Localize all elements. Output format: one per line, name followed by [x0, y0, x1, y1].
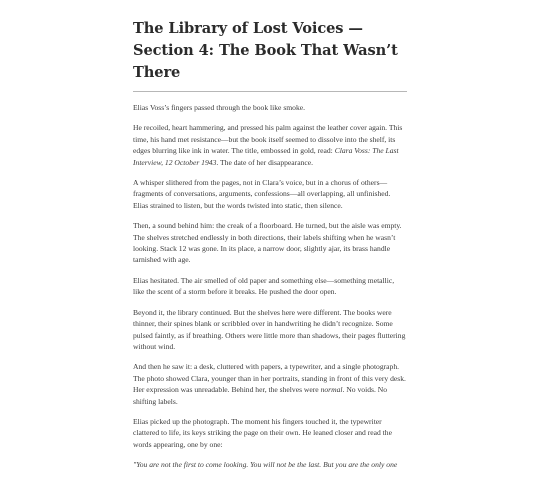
paragraph-4: Then, a sound behind him: the creak of a floorboard. He turned, but the aisle was empty. The shelves stretched endlessly in both directions, their labels shifting when he wasn’t looking. Stack 12 was gone. In its place, a narrow door, slightly ajar, its brass handle tarnished with age.	[133, 221, 402, 265]
paragraph-6: Beyond it, the library continued. But the shelves here were different. The books were thinner, their spines blank or scribbled over in handwriting he didn’t recognize. Some pulsed faintly, as if breathing. Others were little more than shadows, their pages fluttering without wind.	[133, 307, 406, 351]
paragraph-2-text-a: He recoiled, heart hammering, and pressed his palm against the leather cover again. This time, his hand met resistance—but the book itself seemed to dissolve into the shelf, its edges blurring like ink in water. The title, embossed in gold, read:	[133, 123, 403, 156]
normal-emphasis: normal	[320, 385, 343, 395]
paragraph-2	[133, 122, 407, 168]
title-divider	[133, 91, 407, 92]
paragraph-5: Elias hesitated. The air smelled of old paper and something else—something metallic, like the scent of a storm before it breaks. He pushed the door open.	[133, 275, 395, 297]
paragraph-8: Elias picked up the photograph. The moment his fingers touched it, the typewriter clattered to life, its keys striking the page on their own. He leaned closer and read the words appearing, one by one:	[133, 416, 392, 449]
paragraph-3: A whisper slithered from the pages, not in Clara’s voice, but in a chorus of others—fragments of conversations, arguments, confessions—all overlapping, all unfinished. Elias strained to listen, but the words twisted into static, then silence.	[133, 178, 391, 210]
paragraph-7-text-a: And then he saw it: a desk, cluttered with papers, a typewriter, and a single photograph. The photo showed Clara, younger than in her portraits, standing in front of this very desk. Her expression was unreadable. Behind her, the shelves were	[133, 362, 406, 395]
paragraph-2-text-c: . The date of her disappearance.	[216, 157, 314, 167]
paragraph-7	[133, 361, 407, 407]
typewriter-quote: "You are not the first to come looking. You will not be the last. But you are the only one	[133, 460, 398, 470]
article-title: The Library of Lost Voices — Section 4: The Book That Wasn’t There	[133, 20, 398, 81]
paragraph-7-text-c: . No voids. No shifting labels.	[133, 385, 388, 406]
article	[133, 18, 407, 480]
paragraph-1: Elias Voss’s fingers passed through the book like smoke.	[133, 103, 306, 112]
book-title-emphasis: Clara Voss: The Last Interview, 12 October 1943	[133, 146, 399, 167]
